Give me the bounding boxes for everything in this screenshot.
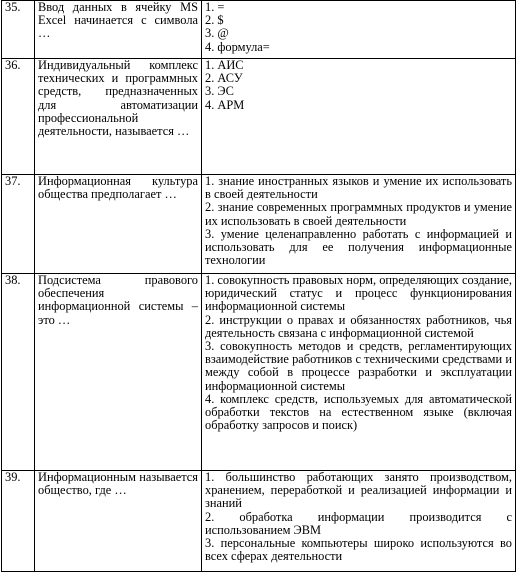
answer-option: 1. АИС xyxy=(205,58,244,72)
table-row xyxy=(2,59,516,175)
answer-option: 1. совокупность правовых норм, определяющих создание, юридический статус и процесс функционирования информационной системы xyxy=(205,273,512,314)
question-number: 37. xyxy=(2,175,35,274)
answer-options xyxy=(202,274,516,471)
table-row xyxy=(2,175,516,274)
question-text: Подсистема правового обеспечения информационной системы – это … xyxy=(35,274,202,471)
answer-option: 4. формула= xyxy=(205,39,270,54)
answer-options xyxy=(202,59,516,175)
answer-option: 1. = xyxy=(205,0,225,14)
answer-option: 3. @ xyxy=(205,26,229,41)
answer-option: 4. АРМ xyxy=(205,97,245,112)
table-row xyxy=(2,274,516,471)
answer-option: 2. инструкции о правах и обязанностях работников, чья деятельность связана с информационной системой xyxy=(205,312,512,340)
table-row xyxy=(2,471,516,572)
answer-option: 3. умение целенаправленно работать с информацией и использовать для ее получения информационные технологии xyxy=(205,226,512,268)
answer-option: 3. совокупность методов и средств, регламентирующих взаимодействие работников с техническими средствами и между собой в процессе разработки и эксплуатации информационной системы xyxy=(205,339,512,393)
question-text: Индивидуальный комплекс технических и программных средств, предназначенных для автоматизации профессиональной деятельности, называется … xyxy=(35,59,202,175)
answer-options xyxy=(202,471,516,572)
table-row xyxy=(2,1,516,59)
question-number: 38. xyxy=(2,274,35,471)
answer-option: 2. АСУ xyxy=(205,71,243,86)
question-text: Информационная культура общества предполагает … xyxy=(35,175,202,274)
answer-option: 2. $ xyxy=(205,13,224,28)
quiz-table xyxy=(1,0,516,572)
answer-option: 3. ЭС xyxy=(205,84,234,99)
question-number: 36. xyxy=(2,59,35,175)
question-text: Ввод данных в ячейку MS Excel начинается с символа … xyxy=(35,1,202,59)
answer-option: 4. комплекс средств, используемых для автоматической обработки текстов на естественном языке (включая обработку запросов и поиск) xyxy=(205,391,512,433)
answer-option: 3. персональные компьютеры широко используются во всех сферах деятельности xyxy=(205,536,512,564)
answer-options xyxy=(202,175,516,274)
answer-option: 1. знание иностранных языков и умение их использовать в своей деятельности xyxy=(205,174,512,202)
question-number: 39. xyxy=(2,471,35,572)
question-number: 35. xyxy=(2,1,35,59)
answer-option: 2. обработка информации производится с использованием ЭВМ xyxy=(205,509,512,537)
answer-option: 2. знание современных программных продуктов и умение их использовать в своей деятельности xyxy=(205,200,512,228)
answer-options xyxy=(202,1,516,59)
answer-option: 1. большинство работающих занято производством, хранением, переработкой и реализацией информации и знаний xyxy=(205,470,512,511)
question-text: Информационным называется обществo, где … xyxy=(35,471,202,572)
